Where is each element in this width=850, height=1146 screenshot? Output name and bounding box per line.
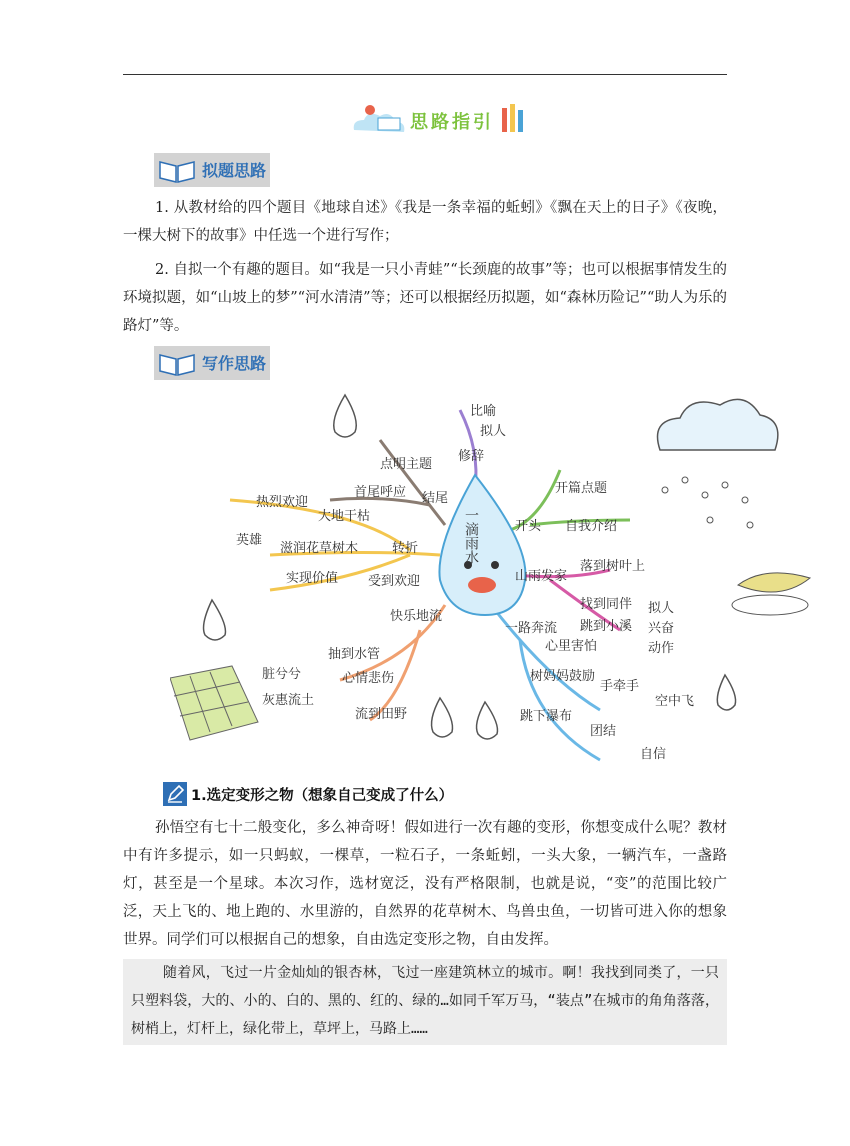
map-label-warm-welcome: 热烈欢迎 — [256, 495, 309, 510]
map-label-value: 实现价值 — [286, 571, 339, 586]
rain-drop-center — [439, 475, 525, 615]
map-label-fly: 空中飞 — [655, 694, 695, 709]
section-tag-label: 写作思路 — [202, 354, 267, 373]
book-icon — [378, 118, 400, 130]
map-label-self-intro: 自我介绍 — [565, 519, 618, 534]
map-label-tree-mother: 树妈妈鼓励 — [530, 669, 596, 684]
map-label-theme: 点明主题 — [380, 457, 433, 472]
open-book-icon — [158, 349, 196, 377]
map-label-mountain-rain: 山雨发家 — [515, 569, 568, 584]
map-label-on-leaf: 落到树叶上 — [580, 559, 646, 574]
map-label-mud: 灰惠流土 — [262, 693, 315, 708]
subheading-text: 1.选定变形之物（想象自己变成了什么） — [191, 788, 454, 804]
example-box — [123, 959, 727, 1045]
map-label-scared: 心里害怕 — [545, 639, 598, 654]
map-label-action: 动作 — [648, 641, 675, 656]
map-label-flow: 一路奔流 — [505, 621, 558, 636]
body-paragraph: 孙悟空有七十二般变化，多么神奇呀！假如进行一次有趣的变形，你想变成什么呢？教材中有许多提示，如一只蚂蚁，一棵草，一粒石子，一条蚯蚓，一头大象，一辆汽车，一盏路灯，甚至是一个星球。本次习作，选材宽泛，没有严格限制，也就是说，“变”的范围比较广泛，天上飞的、地上跑的、水里游的，自然界的花草树木、鸟兽虫鱼，一切皆可进入你的想象世界。同学们可以根据自己的想象，自由选定变形之物，自由发挥。 — [123, 820, 727, 948]
mouth-icon — [468, 577, 496, 593]
pen-icon — [163, 782, 187, 806]
example-text: 随着风，飞过一片金灿灿的银杏林，飞过一座建筑林立的城市。啊！我找到同类了，一只只塑料袋，大的、小的、白的、黑的、红的、绿的…如同千军万马，“装点”在城市的角角落落，树梢上，灯杆上，绿化带上，草坪上，马路上…… — [131, 965, 719, 1037]
eye-icon — [491, 561, 499, 569]
map-label-personify: 拟人 — [480, 424, 507, 439]
title-idea-2: 2. 自拟一个有趣的题目。如“我是一只小青蛙”“长颈鹿的故事”等；也可以根据事情发生的环境拟题，如“山坡上的梦”“河水清清”等；还可以根据经历拟题，如“森林历险记”“助人为乐的路灯”等。 — [123, 262, 727, 334]
map-label-open-topic: 开篇点题 — [555, 481, 608, 496]
map-label-metaphor: 比喻 — [470, 404, 497, 419]
pencil-icon — [502, 108, 507, 132]
map-label-pumped: 抽到水管 — [328, 647, 381, 662]
pencil-icon — [518, 110, 523, 132]
map-label-personify-2: 拟人 — [648, 601, 675, 616]
open-book-icon — [158, 156, 196, 184]
map-label-echo: 首尾呼应 — [354, 485, 407, 500]
mind-map — [170, 380, 850, 780]
map-label-sad: 心情悲伤 — [342, 671, 395, 686]
map-label-opening: 开头 — [515, 519, 542, 534]
map-label-nourish: 滋润花草树木 — [280, 541, 359, 556]
banner-title: 思路指引 — [410, 112, 494, 133]
map-label-dry-earth: 大地干枯 — [318, 509, 371, 524]
map-center: 一滴雨水 — [463, 508, 479, 564]
map-label-ending: 结尾 — [422, 491, 449, 506]
section-tag-label: 拟题思路 — [202, 161, 267, 180]
map-label-rhetoric: 修辞 — [458, 449, 485, 464]
map-label-dirty: 脏兮兮 — [262, 667, 302, 682]
leaf-on-water-icon — [732, 573, 810, 615]
pencil-icon — [510, 104, 515, 132]
map-label-field: 流到田野 — [355, 707, 408, 722]
map-label-unity: 团结 — [590, 724, 617, 739]
map-label-welcomed: 受到欢迎 — [368, 574, 421, 589]
field-grid-icon — [170, 666, 258, 740]
title-idea-1: 1. 从教材给的四个题目《地球自述》《我是一条幸福的蚯蚓》《飘在天上的日子》《夜晚，一棵大树下的故事》中任选一个进行写作； — [123, 200, 727, 244]
map-label-confident: 自信 — [640, 747, 667, 762]
top-rule — [123, 74, 727, 75]
map-label-happy-flow: 快乐地流 — [390, 609, 443, 624]
section-tag-title-ideas — [154, 153, 270, 187]
section-tag-writing-ideas — [154, 346, 270, 380]
map-label-excited: 兴奋 — [648, 621, 675, 636]
map-label-waterfall: 跳下瀑布 — [520, 709, 573, 724]
map-label-jump-stream: 跳到小溪 — [580, 619, 633, 634]
child-head-icon — [365, 105, 375, 115]
cloud-rain-icon — [658, 399, 778, 528]
map-label-hero: 英雄 — [236, 533, 263, 548]
map-label-find-friends: 找到同伴 — [580, 597, 633, 612]
drop-characters-pair-icon — [432, 698, 498, 739]
map-label-hand-in-hand: 手牵手 — [600, 679, 640, 694]
map-label-turn: 转折 — [392, 541, 419, 556]
